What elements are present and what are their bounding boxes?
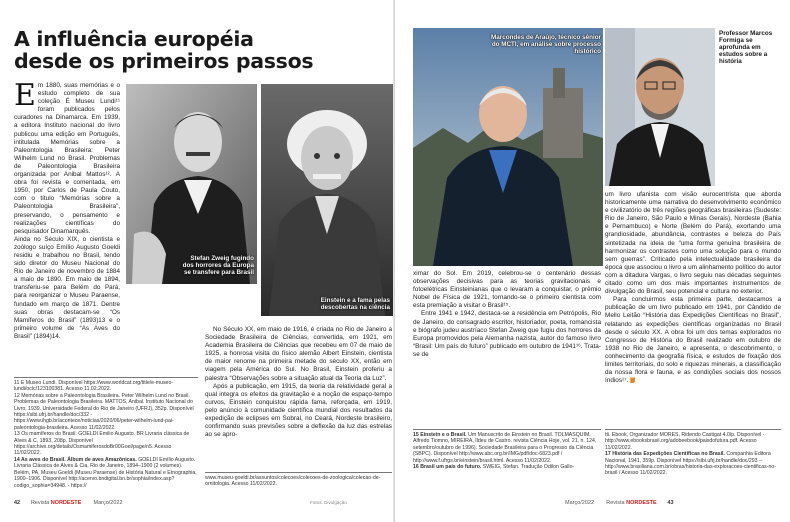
footnotes-left (14, 380, 198, 489)
photo-stefan-zweig (126, 84, 257, 284)
article-end-mark-icon (630, 377, 635, 383)
magazine-label-left: Revista (30, 500, 50, 506)
footnote-13: 13 Os mamíferos do Brasil. GOELDI Emilio Augusto. BR Livraria clássica de Alves & C, 1893, 208p. Disponível https://archive.org/details/OsmamiferosdoBr00Goel/page/n5. Acesso 11/02/2022. (14, 431, 190, 457)
column-4-paragraph-2: Para concluirmos esta primeira parte, destacamos a publicação de um livro publicado em 1941, por Cândido de Mello Leitão “História das Expedições Científicas no Brasil”, relatando as expedições científicas organizadas no Brasil desde o século XX. A obra foi um dos temas explorados no Congresso de História do Brasil realizado em outubro de 1938 no Rio de Janeiro, e apresenta, o descobrimento, o conhecimento da geografia física, e estudos de fixação dos limites territoriais, do solo e riquezas minerais, a classificação da nossa flora e fauna, e as condições sociais dos nossos índios¹⁷. (605, 296, 781, 385)
photo-stefan-zweig-image (126, 84, 257, 284)
column-3-paragraph-2: Entre 1941 e 1942, destaca-se a residência em Petrópolis, Rio de Janeiro, do consagrado escritor, historiador, poeta, romancista e biógrafo judeu austríaco Stefan Zweig que fugiu dos horrores da Europa promovidos pela Alemanha nazista, autor do famoso livro “Brasil: Um país do futuro” publicado em outubro de 1941¹⁶. Trata-se de (413, 310, 601, 358)
footer-left (14, 500, 123, 506)
photo-einstein-image (261, 84, 393, 316)
column-3-paragraph-1: ximar do Sol. Em 2019, celebrou-se o centenário dessas observações decisivas para as teorias gravitacionais e fotoelétricas Einsteinianas que o levaram a conquistar, o prêmio Nobel de Física de 1921, tornando-se o primeiro cientista com esta premiação a visitar o Brasil¹⁵. (413, 270, 601, 310)
article-title: A influência européia desde os primeiros passos (14, 27, 314, 73)
right-page (395, 0, 790, 522)
photo-marcos-formiga-caption: Professor Marcos Formiga se aprofunda em estudos sobre a história (719, 30, 773, 65)
footnote-14-continued: www.museu-goeldi.br/assuntos/colecoes/colecoes-de-zoologica/colecao-de-ornitologia. Acesso 11/02/2022. (205, 475, 381, 488)
photo-marcondes (413, 28, 603, 266)
footnote-16-continued: tti. Ebook, Organizador MORES, Ridendo Castigat 4.0/p. Disponível - http://www.ebooksbrasil.org/adobeebook/paisdofutura.pdf. Acesso 11/02/2022. (605, 432, 765, 451)
photo-marcondes-caption: Marcondes de Araújo, técnico sênior do MCTI, em análise sobre processo histórico (491, 34, 601, 55)
column-4-paragraph-1: um livro ufanista com visão eurocentrista que aborda historicamente uma narrativa do desenvolvimento econômico e civilizatório de três regiões geográficas brasileiras (Sudeste: Rio de Janeiro, São Paulo e Minas Gerais), Nordeste (Bahia e Pernambuco) e Norte (Belém do Pará), exortando uma grandiosidade, abundância, contrastes e beleza do País sintetizada na ideia de “uma forma genuína brasileira de harmonizar os contrastes como uma solução para o mundo sem guerras”. Criticado pela intelectualidade brasileira da época que associou o livro a um alinhamento político do autor com a ditadura Vargas, o livro seguiu nas décadas seguintes citado como um dos mais importantes instrumentos de divulgação do Brasil, seu potencial e cultura no exterior. (605, 191, 781, 296)
magazine-name-left: NORDESTE (50, 500, 82, 506)
footnote-16: 16 Brasil um país do futuro. SWEIG, Stefan. Tradução Odilon Gallo- (413, 464, 575, 471)
column-2-paragraph-1: No Século XX, em maio de 1916, é criada no Rio de Janeiro a Sociedade Brasileira de Ciências, convertida, em 1921, em Academia Brasileira de Ciências que recebeu em 07 de maio de 1925, a honrosa visita do físico alemão Albert Einstein, cientista de maior renome na primeira metade do século XX, então em viagem pela América do Sul. No Brasil, Einstein proferiu a palestra “Observações sobre a situação atual da Teoria da Luz”. (205, 326, 392, 382)
photo-stefan-zweig-caption: Stefan Zweig fugindo dos horrores da Europa se transfere para Brasil (182, 255, 254, 276)
column-2-paragraph-2: Após a publicação, em 1915, da teoria da relatividade geral a qual integra os efeitos da gravitação e a noção de espaço-tempo curvos, Einstein conquistou rápida fama, reforçada, em 1919, pelo anúncio à comunidade científica mundial dos resultados da expedição de eclipses em Sobral, no Ceará, Nordeste brasileiro, confirmando suas previsões sobre a deflexão da luz das estrelas ao se apro- (205, 382, 392, 439)
issue-date-right: Março/2022 (565, 500, 595, 506)
magazine-name-right: NORDESTE (626, 500, 657, 506)
footnote-rule-right (413, 429, 601, 430)
magazine-label-right: Revista (606, 500, 625, 506)
column-1-paragraph-2: Ainda no Século XIX, o cientista e zoólogo suíço Emílio Augusto Goeldi residiu e trabalhou no Brasil, tendo sido diretor do Museu Nacional do Rio de Janeiro de novembro de 1884 a maio de 1890. Em maio de 1894, transferiu-se para Belém do Pará, para reorganizar o Museu Paraense, fundado em março de 1871. Dentre suas obras destacam-se “Os Mamíferos do Brasil” (1893)13 e o primeiro volume de “As Aves do Brasil” (1894)14. (14, 235, 120, 340)
photo-marcos-formiga (605, 28, 715, 186)
footnote-17: 17 História das Expedições Científicas no Brasil. Companhia Editora Nacional, 1941, 359p. Disponível https://sibi.ufrj.br/handle/doc/293 -- http://www.brasiliana.com.br/obras/historia-das-exploracoes-cientificas-no-brasil / Acesso 11/02/2022. (605, 451, 776, 477)
photo-marcondes-image (413, 28, 603, 266)
column-2 (205, 326, 392, 439)
footnote-15: 15 Einstein e o Brasil. Um Manuscrito de Einstein no Brasil. TOLMASQUIM, Alfredo Tiomno, MIREIRA, Ildeu de Castro. revista Ciência Hoje, vol. 21, n. 124, setembro/outubro de 1996). Sociedade Brasileira para o Progresso da Ciência (SBPC). Disponível http://www.abc.org.br/IMG/pdf/doc-6823.pdf / http://www.f.ufrgs.br/einstein/brasil.html. Acesso 11/02/2022. (413, 432, 597, 464)
photo-credit: Fotos: Divulgação (310, 500, 347, 505)
footnote-rule-left-2 (205, 472, 392, 473)
footnote-12: 12 Memórias sobre a Paleontologia Brasileira. Peter Wilhelm Lund no Brasil. Problemas de Paleontologia Brasileira. MATTOS, Anibal. Instituto Nacional do Livro, 1939. Universidade Federal do Rio de Janeiro (UFRJ), 352p. Disponível https://sibi.ufrj.br/handle/doc/332 - https://www.ihgb.br/acontece/noticias/2020/06/peter-wilhelm-lund-pai-paleontologia-brasileira. Acesso 11/02/2022. (14, 392, 194, 431)
column-1 (14, 78, 120, 341)
page-number-right: 43 (667, 500, 674, 506)
photo-einstein (261, 84, 393, 316)
page-number-left: 42 (14, 500, 21, 506)
column-3 (413, 270, 601, 359)
footnote-11: 11 E Museo Lundi. Disponível https://www.worldcat.org/title/e-museo-lundi/oclc/123100381. Acesso 11.02.2022. (14, 380, 174, 393)
column-1-intro: Em 1880, suas memórias e o estudo completo de sua coleção É Museu Lundi¹¹ foram publicados pelos curadores na Dinamarca. Em 1939, a editora Instituto nacional do livro publicou uma edição em Português, intitulada Memórias sobre a Paleontologia Brasileira: Peter Wilhelm Lund no Brasil. Problemas de Paleontologia Brasileira organizada por Anibal Mattos¹². A obra foi revista e comentada, em 1950, por Carlos de Paula Couto, com o título “Memórias sobre a Paleontologia Brasileira”, preservando, o pensamento e realizações científicas do pesquisador Dinamarquês. (14, 78, 120, 235)
footer-right (565, 500, 674, 506)
photo-marcos-formiga-image (605, 28, 715, 186)
column-4 (605, 191, 781, 385)
footnotes-right-2 (605, 432, 781, 477)
footnote-rule-left (14, 377, 198, 378)
photo-einstein-caption: Einstein e a fama pelas descobertas na ciência (320, 297, 390, 311)
drop-cap: E (14, 78, 36, 113)
issue-date-left: Março/2022 (93, 500, 123, 506)
footnote-14: 14 As aves do Brasil. Álbum de aves Amazônicas. GOELDI Emílio Augusto. Livraria Clássica de Alves & Cia, Rio de Janeiro, 1894–1900 (2 volumes). Belém, PA, Museu Goeldi (Museu Paraense) de História Natural e Etnographia, 1900–1906. Disponível http://acervo.bndigital.bn.br/sophia/index.asp?codigo_sophia=34948. - https:// (14, 456, 197, 489)
footnote-rule-right-2 (605, 429, 781, 430)
footnotes-right (413, 432, 601, 470)
